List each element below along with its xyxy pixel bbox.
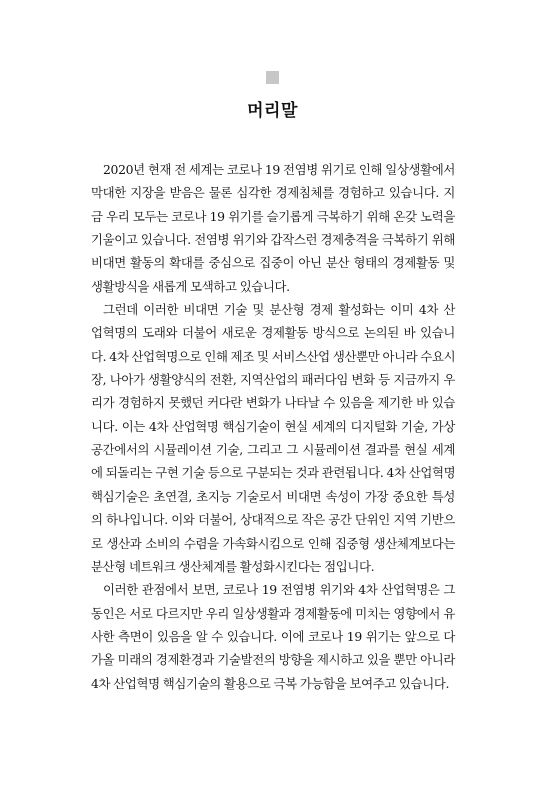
text-line: 가올 미래의 경제환경과 기술발전의 방향을 제시하고 있을 뿐만 아니라	[91, 652, 455, 668]
text-line: 생활방식을 새롭게 모색하고 있습니다.	[91, 278, 290, 294]
text-line: 업혁명의 도래와 더불어 새로운 경제활동 방식으로 논의된 바 있습니	[91, 325, 455, 341]
text-line: 의 하나입니다. 이와 더불어, 상대적으로 작은 공간 단위인 지역 기반으	[91, 512, 455, 528]
page-title: 머리말	[247, 101, 298, 121]
section-marker-square	[266, 71, 279, 84]
paragraph	[91, 298, 455, 578]
text-line: 기울이고 있습니다. 전염병 위기와 갑작스런 경제충격을 극복하기 위해	[91, 232, 455, 248]
paragraph	[91, 578, 455, 695]
text-line: 사한 측면이 있음을 알 수 있습니다. 이에 코로나 19 위기는 앞으로 다	[91, 628, 455, 644]
text-line: 이러한 관점에서 보면, 코로나 19 전염병 위기와 4차 산업혁명은 그	[103, 582, 455, 598]
text-line: 다. 4차 산업혁명으로 인해 제조 및 서비스산업 생산뿐만 아니라 수요시	[91, 348, 456, 364]
text-line: 그런데 이러한 비대면 기술 및 분산형 경제 활성화는 이미 4차 산	[103, 302, 455, 318]
text-line: 금 우리 모두는 코로나 19 위기를 슬기롭게 극복하기 위해 온갖 노력을	[91, 208, 455, 224]
text-line: 비대면 활동의 확대를 중심으로 집중이 아닌 분산 형태의 경제활동 및	[91, 255, 455, 271]
text-line: 동인은 서로 다르지만 우리 일상생활과 경제활동에 미치는 영향에서 유	[91, 605, 455, 621]
text-line: 2020년 현재 전 세계는 코로나 19 전염병 위기로 인해 일상생활에서	[103, 162, 455, 177]
text-line: 공간에서의 시뮬레이션 기술, 그리고 그 시뮬레이션 결과를 현실 세계	[91, 442, 455, 458]
preface-body	[91, 158, 455, 695]
text-line: 리가 경험하지 못했던 커다란 변화가 나타날 수 있음을 제기한 바 있습	[91, 395, 455, 411]
paragraph	[91, 158, 455, 298]
text-line: 로 생산과 소비의 수렴을 가속화시킴으로 인해 집중형 생산체계보다는	[91, 535, 455, 551]
text-line: 장, 나아가 생활양식의 전환, 지역산업의 패러다임 변화 등 지금까지 우	[91, 372, 455, 388]
text-line: 분산형 네트워크 생산체계를 활성화시킨다는 점입니다.	[91, 558, 375, 574]
text-line: 니다. 이는 4차 산업혁명 핵심기술이 현실 세계의 디지털화 기술, 가상	[91, 418, 455, 434]
text-line: 에 되돌리는 구현 기술 등으로 구분되는 것과 관련됩니다. 4차 산업혁명	[91, 465, 456, 481]
text-line: 막대한 지장을 받음은 물론 심각한 경제침체를 경험하고 있습니다. 지	[91, 185, 455, 201]
text-line: 4차 산업혁명 핵심기술의 활용으로 극복 가능함을 보여주고 있습니다.	[91, 675, 450, 691]
text-line: 핵심기술은 초연결, 초지능 기술로서 비대면 속성이 가장 중요한 특성	[91, 488, 455, 504]
